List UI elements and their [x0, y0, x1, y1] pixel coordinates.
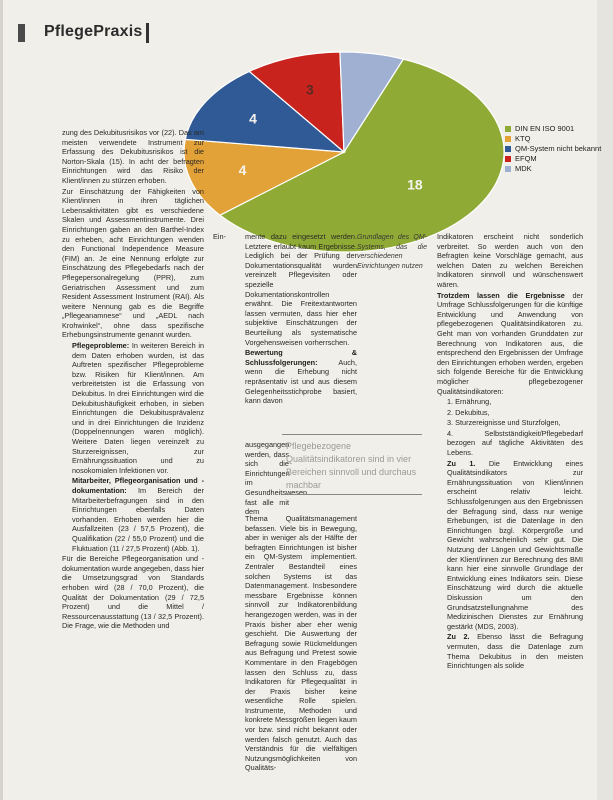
legend-item [505, 144, 610, 154]
pie-data-label: 3 [305, 81, 314, 98]
section-text: der Umfrage Schlussfolgerungen für die künftige Entwicklung und Anwendung von pflegebezogenen Qualitätsindikatoren zu. Geht man von vorhanden Grunddaten zur Berechnung von Indikatoren aus, die entsprechend den Ergebnissen der Umfrage den Einrichtungen erhoben werden, ergeben sich folgende Bereiche für die Entwicklung möglicher pflegebezogener Qualitätsindikatoren: [437, 290, 583, 396]
col2-fragment-text: Ein- [213, 232, 226, 241]
section-heading: Zu 1. [447, 458, 476, 468]
figure-caption [357, 233, 427, 313]
legend-label: MDK [515, 164, 532, 173]
section-text: Im Bereich der Mitarbeiterbefragungen sind in den Einrichtungen ebenfalls Daten vorhanden. Erhoben werden hier die Ausfallzeiten (23 / 57,5 Prozent), die Qualifikation (22 / 55,0 Prozent) und die Fluktuation (11 / 27,5 Prozent) (Abb. 1). [72, 485, 204, 553]
pie-data-label: 18 [407, 176, 423, 193]
chart-legend [505, 124, 610, 174]
legend-item [505, 154, 610, 164]
section-text: Auch, wenn die Erhebung nicht repräsentativ ist und aus diesem Gelegenheitsstichprobe basiert, kann davon [245, 357, 357, 406]
section-heading: Trotzdem lassen die Ergebnisse [437, 290, 565, 300]
pull-quote-rule-top [282, 434, 422, 435]
pull-quote-rule-bottom [282, 494, 422, 495]
section-heading: Bewertung & Schlussfolgerungen: [245, 348, 357, 367]
pie-chart-svg [176, 46, 512, 258]
legend-swatch [505, 146, 511, 152]
pie-data-label: 4 [249, 110, 257, 127]
column-2 [245, 232, 357, 442]
col2-paragraph-1: mente dazu eingesetzt werden. Letztere erlaubt kaum Ergebnisse. Lediglich bei der Prüfung der Dokumentationsqualität wurden vereinzelt Pflegevisiten oder spezielle Dokumentationskontrollen erwähnt. Die Freitextantworten lassen vermuten, dass hier eher subjektive Einschätzungen der Beurteilung als systematische Vorgehensweisen vorherrschen. [245, 232, 357, 347]
col4-section-zu1 [437, 459, 583, 632]
col1-section-mitarbeiter [62, 476, 204, 553]
col4-list-item: 1. Ernährung, [447, 397, 492, 407]
pie-chart [176, 46, 512, 258]
pull-quote [282, 434, 422, 496]
section-text: In weiteren Bereich in dem Daten erhoben wurden, ist das Auftreten spezifischer Pflegeprobleme bzw. Risiken für Klient/innen. Am verbreitetsten ist die Erfassung von Dekubitus. In drei Einrichtungen wird die Dekubitushäufigkeit erhoben, in sieben Einrichtungen die Dekubitusprävalenz und in drei Einrichtungen die Inzidenz (Doppelnennungen waren möglich). Weitere Daten liegen vereinzelt zu Sturzereignissen, zur Ernährungssituation und zu nosokomialen Infektionen vor. [72, 341, 204, 475]
caption-text: Grundlagen des QM-Systems, das die verschiedenen Einrichtungen nutzen [357, 234, 427, 270]
section-heading: Pflegeprobleme: [72, 341, 130, 351]
pull-quote-text: Pflegebezogene Qualitätsindikatoren sind in vier Bereichen sinnvoll und durchaus machbar [286, 441, 417, 490]
column-4 [437, 232, 583, 796]
legend-swatch [505, 166, 511, 172]
col1-paragraph-1: zung des Dekubitusrisikos vor (22). Das am meisten verwendete Instrument zur Erfassung des Dekubitusrisikos ist die Norton-Skala (15). In acht der befragten Einrichtungen wird das Risiko der Klient/innen zu stürzen erhoben. [62, 128, 204, 185]
legend-label: DIN EN ISO 9001 [515, 124, 575, 133]
col1-paragraph-3: Für die Bereiche Pflegeorganisation und -dokumentation wurde angegeben, dass hier die Umsetzungsgrad von Standards erhoben wird (28 / 70,0 Prozent), die Qualität der Dokumentation (29 / 72,5 Prozent) und die Mittel / Ressourcenausstattung (13 / 32,5 Prozent). Die Frage, wie die Methoden und [62, 554, 204, 631]
column-2-continued [245, 514, 357, 796]
legend-swatch [505, 136, 511, 142]
col4-list-item: 3. Sturzereignisse und Sturzfolgen, [447, 418, 561, 428]
column-1 [62, 128, 204, 794]
section-text: Die Entwicklung eines Qualitätsindikators zur Ernährungssituation von Klient/innen erscheint relativ leicht. Schlussfolgerungen aus den Ergebnissen der Befragung sind, dass nur wenige Erhebungen, ist die Datenlage in den Einrichtungen bzgl. Körpergröße und Gewicht wahrscheinlich sehr gut. Die Nutzung der Längen und Gewichtsmaße der Klient/innen zur Berechnung des BMI kann hier eine sinnvolle Grundlage der Entwicklung eines Indikators sein. Diese Einschätzung wird durch die aktuelle Diskussion um den Grundsatzstellungnahme des Medizinischen Dienstes zur Ernährung gestärkt (MDS, 2003). [447, 458, 584, 631]
section-heading: Zu 2. [447, 632, 470, 642]
legend-swatch [505, 126, 511, 132]
section-text: Ebenso lässt die Befragung vermuten, dass die Datenlage zum Thema Dekubitus in den meisten Einrichtungen als solide [447, 632, 584, 671]
col2-section-bewertung [245, 348, 357, 406]
header-marker [18, 24, 25, 42]
header-divider [146, 23, 149, 43]
legend-label: KTQ [515, 134, 531, 143]
col2-paragraph-2: Thema Qualitätsmanagement befassen. Viele bis in Bewegung, aber in weniger als der Hälfte der befragten Einrichtungen ist bisher ein QM-System implementiert. Zentraler Bestandteil eines solchen Systems ist das Datenmanagement. Insbesondere messbare Ergebnisse können sinnvoll zur Indikatorenbildung herangezogen werden, was in der Praxis bisher aber eher wenig geschieht. Die Auswertung der Befragung sowie Rückmeldungen aus Befragung und Pretest sowie Kommentare in den Fragebögen lassen den Schluss zu, dass Indikatoren für Pflegequalität in der Praxis bisher keine wesentliche Rolle spielen. Instrumente, Methoden und konkrete Messgrößen liegen kaum vor bzw. sind nicht bekannt oder werden falsch genutzt. Auch das Verständnis für die vielfältigen Nutzungsmöglichkeiten von Qualitäts- [245, 514, 357, 773]
legend-item [505, 164, 610, 174]
section-heading: Mitarbeiter, Pflegeorganisation und -dokumentation: [72, 476, 204, 495]
col2-narrow-text: ausgegangen werden, dass sich die Einrichtungen im Gesundheitswesen fast alle mit dem [245, 440, 308, 517]
col1-paragraph-2: Zur Einschätzung der Fähigkeiten von Klient/innen in ihren täglichen Lebensaktivitäten gibt es verschiedene Skalen und Assessmentinstrumente. Drei Einrichtungen gaben an den Barthel-Index zu erheben, acht Einrichtungen wenden den Functional Independence Measure (FIM) an. Je eine Nennung erfolgte zur Einschätzung des Pflegebedarfs nach der Pflegepersonalregelung (PPR), zum Geriatrischen Assessment und zum Resident Assessment Instrument (RAI). Als weitere Nennung gab es die Begriffe „Pflegeanamnese“ und „AEDL nach Krohwinkel“, ohne dass spezifische Erhebungsinstrumente genannt wurden. [62, 186, 204, 340]
magazine-title: PflegePraxis [44, 23, 143, 40]
legend-label: EFQM [515, 154, 537, 163]
legend-label: QM-System nicht bekannt [515, 144, 602, 153]
col1-section-pflegeprobleme [62, 341, 204, 475]
col4-section-zu2 [437, 632, 583, 670]
legend-swatch [505, 156, 511, 162]
legend-item [505, 134, 610, 144]
col4-section-trotzdem [437, 291, 583, 397]
pie-data-label: 4 [238, 162, 247, 179]
legend-item [505, 124, 610, 134]
col4-list-item: 2. Dekubitus, [447, 407, 490, 417]
col4-list-item: 4. Selbstständigkeit/Pflegebedarf bezogen auf tägliche Aktivitäten des Lebens. [447, 428, 583, 458]
page-header [18, 20, 218, 44]
page-spine [0, 0, 3, 800]
col4-paragraph-1: Indikatoren erscheint nicht sonderlich verbreitet. So werden auch von den Befragten keine Vorschläge gemacht, aus welchen Daten zu welchen Bereichen Indikatoren sinnvoll und wünschenswert wären. [437, 232, 583, 289]
page-edge [597, 0, 613, 800]
